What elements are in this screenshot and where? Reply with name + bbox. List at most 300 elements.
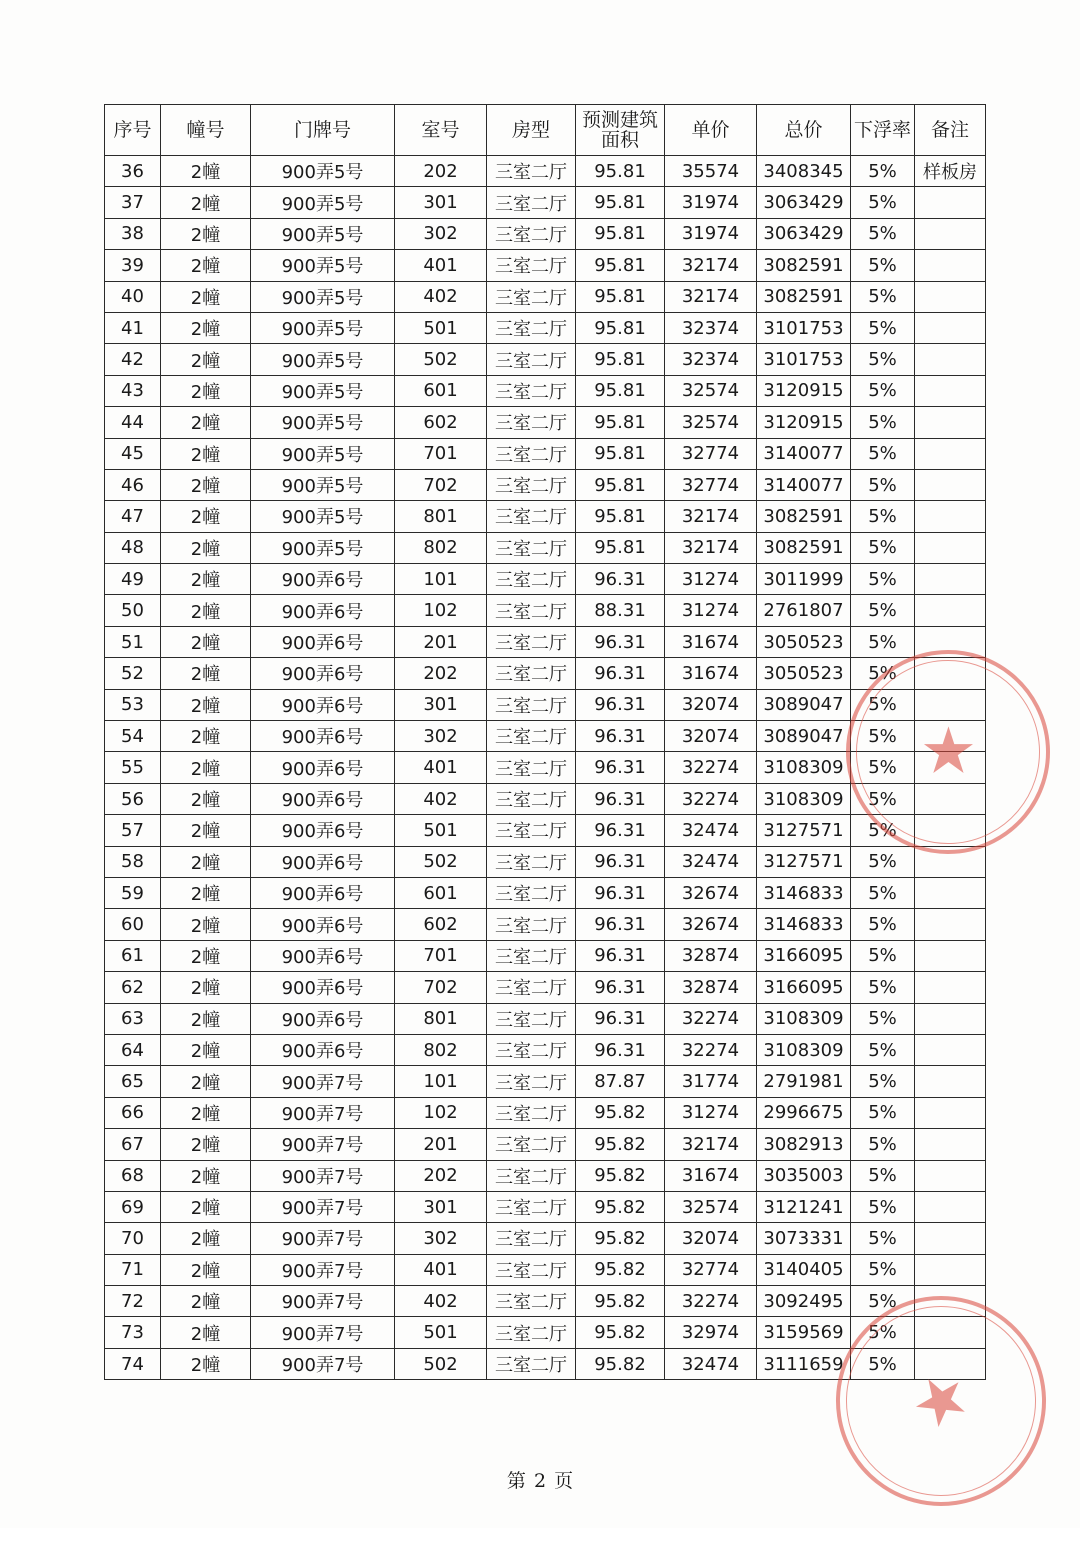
serial-cell: 59 <box>105 877 161 908</box>
remarks-cell <box>915 218 986 249</box>
remarks-cell <box>915 658 986 689</box>
total-price-cell: 3101753 <box>757 344 851 375</box>
serial-cell: 43 <box>105 375 161 406</box>
area-cell: 96.31 <box>576 877 665 908</box>
room-number-cell: 201 <box>395 626 487 657</box>
building-cell: 2幢 <box>161 1003 251 1034</box>
door-number-cell: 900弄6号 <box>251 1003 395 1034</box>
door-number-cell: 900弄7号 <box>251 1286 395 1317</box>
discount-rate-cell: 5% <box>851 783 915 814</box>
total-price-cell: 3073331 <box>757 1223 851 1254</box>
area-cell: 96.31 <box>576 564 665 595</box>
remarks-cell <box>915 344 986 375</box>
building-cell: 2幢 <box>161 1034 251 1065</box>
area-cell: 95.81 <box>576 281 665 312</box>
room-number-cell: 302 <box>395 721 487 752</box>
seal-star-icon: ★ <box>897 1354 985 1448</box>
remarks-cell <box>915 783 986 814</box>
remarks-cell <box>915 1129 986 1160</box>
serial-cell: 56 <box>105 783 161 814</box>
header-building: 幢号 <box>161 105 251 156</box>
serial-cell: 47 <box>105 501 161 532</box>
layout-cell: 三室二厅 <box>487 1003 576 1034</box>
area-cell: 96.31 <box>576 972 665 1003</box>
discount-rate-cell: 5% <box>851 250 915 281</box>
layout-cell: 三室二厅 <box>487 1097 576 1128</box>
total-price-cell: 3063429 <box>757 218 851 249</box>
remarks-cell <box>915 1160 986 1191</box>
room-number-cell: 201 <box>395 1129 487 1160</box>
total-price-cell: 3092495 <box>757 1286 851 1317</box>
discount-rate-cell: 5% <box>851 909 915 940</box>
room-number-cell: 102 <box>395 595 487 626</box>
room-number-cell: 302 <box>395 1223 487 1254</box>
remarks-cell <box>915 972 986 1003</box>
layout-cell: 三室二厅 <box>487 156 576 187</box>
unit-price-cell: 32074 <box>665 689 757 720</box>
unit-price-cell: 32774 <box>665 438 757 469</box>
table-row <box>105 909 986 940</box>
building-cell: 2幢 <box>161 187 251 218</box>
room-number-cell: 401 <box>395 752 487 783</box>
table-row <box>105 1066 986 1097</box>
building-cell: 2幢 <box>161 909 251 940</box>
discount-rate-cell: 5% <box>851 1317 915 1348</box>
table-row <box>105 877 986 908</box>
table-row <box>105 1223 986 1254</box>
total-price-cell: 3120915 <box>757 375 851 406</box>
page-number: 2 <box>533 1470 547 1492</box>
serial-cell: 68 <box>105 1160 161 1191</box>
layout-cell: 三室二厅 <box>487 218 576 249</box>
table-row <box>105 1003 986 1034</box>
remarks-cell <box>915 595 986 626</box>
door-number-cell: 900弄5号 <box>251 469 395 500</box>
remarks-cell <box>915 1348 986 1379</box>
discount-rate-cell: 5% <box>851 1003 915 1034</box>
room-number-cell: 502 <box>395 344 487 375</box>
discount-rate-cell: 5% <box>851 1223 915 1254</box>
discount-rate-cell: 5% <box>851 564 915 595</box>
door-number-cell: 900弄6号 <box>251 626 395 657</box>
table-row <box>105 218 986 249</box>
room-number-cell: 202 <box>395 658 487 689</box>
total-price-cell: 3108309 <box>757 752 851 783</box>
building-cell: 2幢 <box>161 156 251 187</box>
layout-cell: 三室二厅 <box>487 187 576 218</box>
table-row <box>105 1160 986 1191</box>
table-row <box>105 815 986 846</box>
remarks-cell <box>915 564 986 595</box>
room-number-cell: 801 <box>395 1003 487 1034</box>
unit-price-cell: 31974 <box>665 218 757 249</box>
building-cell: 2幢 <box>161 532 251 563</box>
building-cell: 2幢 <box>161 595 251 626</box>
remarks-cell <box>915 721 986 752</box>
discount-rate-cell: 5% <box>851 1286 915 1317</box>
door-number-cell: 900弄6号 <box>251 595 395 626</box>
discount-rate-cell: 5% <box>851 187 915 218</box>
unit-price-cell: 32574 <box>665 375 757 406</box>
building-cell: 2幢 <box>161 940 251 971</box>
total-price-cell: 3121241 <box>757 1191 851 1222</box>
total-price-cell: 3108309 <box>757 1034 851 1065</box>
total-price-cell: 3166095 <box>757 940 851 971</box>
layout-cell: 三室二厅 <box>487 626 576 657</box>
room-number-cell: 301 <box>395 1191 487 1222</box>
area-cell: 87.87 <box>576 1066 665 1097</box>
door-number-cell: 900弄5号 <box>251 344 395 375</box>
header-serial: 序号 <box>105 105 161 156</box>
total-price-cell: 3082591 <box>757 501 851 532</box>
layout-cell: 三室二厅 <box>487 595 576 626</box>
unit-price-cell: 32174 <box>665 1129 757 1160</box>
unit-price-cell: 31774 <box>665 1066 757 1097</box>
layout-cell: 三室二厅 <box>487 815 576 846</box>
room-number-cell: 301 <box>395 187 487 218</box>
discount-rate-cell: 5% <box>851 281 915 312</box>
area-cell: 96.31 <box>576 940 665 971</box>
seal-star-icon: ★ <box>903 713 993 791</box>
table-row <box>105 658 986 689</box>
area-cell: 95.81 <box>576 532 665 563</box>
unit-price-cell: 32074 <box>665 1223 757 1254</box>
layout-cell: 三室二厅 <box>487 532 576 563</box>
unit-price-cell: 32674 <box>665 877 757 908</box>
door-number-cell: 900弄6号 <box>251 846 395 877</box>
total-price-cell: 3127571 <box>757 846 851 877</box>
area-cell: 95.81 <box>576 469 665 500</box>
header-estimated-area: 预测建筑面积 <box>576 105 665 156</box>
table-row <box>105 438 986 469</box>
room-number-cell: 701 <box>395 438 487 469</box>
total-price-cell: 3120915 <box>757 407 851 438</box>
header-layout: 房型 <box>487 105 576 156</box>
table-row <box>105 281 986 312</box>
room-number-cell: 101 <box>395 564 487 595</box>
unit-price-cell: 32374 <box>665 312 757 343</box>
room-number-cell: 101 <box>395 1066 487 1097</box>
layout-cell: 三室二厅 <box>487 344 576 375</box>
serial-cell: 60 <box>105 909 161 940</box>
area-cell: 95.81 <box>576 312 665 343</box>
layout-cell: 三室二厅 <box>487 846 576 877</box>
table-row <box>105 564 986 595</box>
table-row <box>105 375 986 406</box>
area-cell: 96.31 <box>576 721 665 752</box>
layout-cell: 三室二厅 <box>487 940 576 971</box>
layout-cell: 三室二厅 <box>487 877 576 908</box>
building-cell: 2幢 <box>161 783 251 814</box>
unit-price-cell: 35574 <box>665 156 757 187</box>
remarks-cell <box>915 187 986 218</box>
room-number-cell: 102 <box>395 1097 487 1128</box>
layout-cell: 三室二厅 <box>487 909 576 940</box>
layout-cell: 三室二厅 <box>487 469 576 500</box>
header-unit-price: 单价 <box>665 105 757 156</box>
building-cell: 2幢 <box>161 438 251 469</box>
discount-rate-cell: 5% <box>851 407 915 438</box>
serial-cell: 52 <box>105 658 161 689</box>
area-cell: 96.31 <box>576 909 665 940</box>
area-cell: 95.81 <box>576 375 665 406</box>
remarks-cell <box>915 312 986 343</box>
building-cell: 2幢 <box>161 344 251 375</box>
table-row <box>105 312 986 343</box>
layout-cell: 三室二厅 <box>487 658 576 689</box>
remarks-cell <box>915 1254 986 1285</box>
header-room-number: 室号 <box>395 105 487 156</box>
building-cell: 2幢 <box>161 1129 251 1160</box>
area-cell: 96.31 <box>576 1034 665 1065</box>
layout-cell: 三室二厅 <box>487 689 576 720</box>
building-cell: 2幢 <box>161 658 251 689</box>
unit-price-cell: 32274 <box>665 1286 757 1317</box>
layout-cell: 三室二厅 <box>487 250 576 281</box>
door-number-cell: 900弄6号 <box>251 815 395 846</box>
discount-rate-cell: 5% <box>851 1191 915 1222</box>
unit-price-cell: 31274 <box>665 564 757 595</box>
door-number-cell: 900弄5号 <box>251 250 395 281</box>
building-cell: 2幢 <box>161 281 251 312</box>
serial-cell: 66 <box>105 1097 161 1128</box>
total-price-cell: 3408345 <box>757 156 851 187</box>
serial-cell: 61 <box>105 940 161 971</box>
area-cell: 95.81 <box>576 156 665 187</box>
page-prefix: 第 <box>506 1470 526 1492</box>
area-cell: 96.31 <box>576 752 665 783</box>
total-price-cell: 2791981 <box>757 1066 851 1097</box>
unit-price-cell: 31674 <box>665 1160 757 1191</box>
serial-cell: 74 <box>105 1348 161 1379</box>
discount-rate-cell: 5% <box>851 532 915 563</box>
area-cell: 95.82 <box>576 1097 665 1128</box>
table-row <box>105 344 986 375</box>
remarks-cell <box>915 1097 986 1128</box>
total-price-cell: 3101753 <box>757 312 851 343</box>
total-price-cell: 3166095 <box>757 972 851 1003</box>
door-number-cell: 900弄6号 <box>251 689 395 720</box>
total-price-cell: 3159569 <box>757 1317 851 1348</box>
remarks-cell <box>915 846 986 877</box>
room-number-cell: 701 <box>395 940 487 971</box>
door-number-cell: 900弄6号 <box>251 940 395 971</box>
building-cell: 2幢 <box>161 721 251 752</box>
discount-rate-cell: 5% <box>851 1066 915 1097</box>
serial-cell: 45 <box>105 438 161 469</box>
serial-cell: 55 <box>105 752 161 783</box>
total-price-cell: 2761807 <box>757 595 851 626</box>
discount-rate-cell: 5% <box>851 689 915 720</box>
room-number-cell: 702 <box>395 469 487 500</box>
room-number-cell: 502 <box>395 846 487 877</box>
table-row <box>105 1034 986 1065</box>
table-row <box>105 469 986 500</box>
serial-cell: 36 <box>105 156 161 187</box>
room-number-cell: 502 <box>395 1348 487 1379</box>
room-number-cell: 801 <box>395 501 487 532</box>
area-cell: 95.82 <box>576 1254 665 1285</box>
unit-price-cell: 32174 <box>665 532 757 563</box>
door-number-cell: 900弄5号 <box>251 532 395 563</box>
layout-cell: 三室二厅 <box>487 752 576 783</box>
unit-price-cell: 32474 <box>665 846 757 877</box>
remarks-cell <box>915 815 986 846</box>
serial-cell: 67 <box>105 1129 161 1160</box>
discount-rate-cell: 5% <box>851 1129 915 1160</box>
total-price-cell: 3082591 <box>757 532 851 563</box>
table-row <box>105 1097 986 1128</box>
building-cell: 2幢 <box>161 689 251 720</box>
serial-cell: 49 <box>105 564 161 595</box>
layout-cell: 三室二厅 <box>487 783 576 814</box>
unit-price-cell: 32274 <box>665 1003 757 1034</box>
building-cell: 2幢 <box>161 752 251 783</box>
serial-cell: 62 <box>105 972 161 1003</box>
building-cell: 2幢 <box>161 407 251 438</box>
door-number-cell: 900弄6号 <box>251 972 395 1003</box>
room-number-cell: 601 <box>395 877 487 908</box>
door-number-cell: 900弄7号 <box>251 1129 395 1160</box>
layout-cell: 三室二厅 <box>487 438 576 469</box>
header-door-number: 门牌号 <box>251 105 395 156</box>
building-cell: 2幢 <box>161 972 251 1003</box>
unit-price-cell: 31274 <box>665 1097 757 1128</box>
discount-rate-cell: 5% <box>851 501 915 532</box>
table-row <box>105 783 986 814</box>
serial-cell: 39 <box>105 250 161 281</box>
door-number-cell: 900弄7号 <box>251 1317 395 1348</box>
table-row <box>105 501 986 532</box>
unit-price-cell: 32174 <box>665 501 757 532</box>
door-number-cell: 900弄7号 <box>251 1066 395 1097</box>
door-number-cell: 900弄6号 <box>251 783 395 814</box>
total-price-cell: 3035003 <box>757 1160 851 1191</box>
discount-rate-cell: 5% <box>851 846 915 877</box>
building-cell: 2幢 <box>161 1223 251 1254</box>
discount-rate-cell: 5% <box>851 438 915 469</box>
remarks-cell <box>915 1223 986 1254</box>
layout-cell: 三室二厅 <box>487 1317 576 1348</box>
layout-cell: 三室二厅 <box>487 1160 576 1191</box>
serial-cell: 42 <box>105 344 161 375</box>
area-cell: 95.82 <box>576 1286 665 1317</box>
unit-price-cell: 31974 <box>665 187 757 218</box>
building-cell: 2幢 <box>161 564 251 595</box>
discount-rate-cell: 5% <box>851 218 915 249</box>
serial-cell: 44 <box>105 407 161 438</box>
door-number-cell: 900弄6号 <box>251 658 395 689</box>
layout-cell: 三室二厅 <box>487 1286 576 1317</box>
door-number-cell: 900弄5号 <box>251 218 395 249</box>
table-row <box>105 752 986 783</box>
total-price-cell: 3146833 <box>757 877 851 908</box>
unit-price-cell: 32274 <box>665 1034 757 1065</box>
layout-cell: 三室二厅 <box>487 312 576 343</box>
building-cell: 2幢 <box>161 877 251 908</box>
table-row <box>105 595 986 626</box>
table-row <box>105 1129 986 1160</box>
area-cell: 96.31 <box>576 689 665 720</box>
layout-cell: 三室二厅 <box>487 281 576 312</box>
building-cell: 2幢 <box>161 250 251 281</box>
area-cell: 95.82 <box>576 1160 665 1191</box>
header-total-price: 总价 <box>757 105 851 156</box>
serial-cell: 40 <box>105 281 161 312</box>
door-number-cell: 900弄6号 <box>251 721 395 752</box>
unit-price-cell: 32774 <box>665 469 757 500</box>
unit-price-cell: 32374 <box>665 344 757 375</box>
door-number-cell: 900弄6号 <box>251 752 395 783</box>
room-number-cell: 601 <box>395 375 487 406</box>
building-cell: 2幢 <box>161 1097 251 1128</box>
room-number-cell: 402 <box>395 783 487 814</box>
serial-cell: 65 <box>105 1066 161 1097</box>
area-cell: 95.81 <box>576 344 665 375</box>
total-price-cell: 2996675 <box>757 1097 851 1128</box>
discount-rate-cell: 5% <box>851 626 915 657</box>
door-number-cell: 900弄7号 <box>251 1223 395 1254</box>
discount-rate-cell: 5% <box>851 1348 915 1379</box>
unit-price-cell: 32274 <box>665 752 757 783</box>
unit-price-cell: 32474 <box>665 1348 757 1379</box>
door-number-cell: 900弄7号 <box>251 1348 395 1379</box>
serial-cell: 41 <box>105 312 161 343</box>
unit-price-cell: 32474 <box>665 815 757 846</box>
remarks-cell: 样板房 <box>915 156 986 187</box>
discount-rate-cell: 5% <box>851 595 915 626</box>
door-number-cell: 900弄6号 <box>251 877 395 908</box>
unit-price-cell: 32674 <box>665 909 757 940</box>
area-cell: 95.82 <box>576 1191 665 1222</box>
room-number-cell: 401 <box>395 250 487 281</box>
discount-rate-cell: 5% <box>851 972 915 1003</box>
table-row <box>105 972 986 1003</box>
table-body <box>105 156 993 1380</box>
discount-rate-cell: 5% <box>851 877 915 908</box>
table-row <box>105 626 986 657</box>
unit-price-cell: 32574 <box>665 407 757 438</box>
building-cell: 2幢 <box>161 1348 251 1379</box>
area-cell: 95.81 <box>576 501 665 532</box>
total-price-cell: 3082591 <box>757 281 851 312</box>
discount-rate-cell: 5% <box>851 1160 915 1191</box>
room-number-cell: 402 <box>395 1286 487 1317</box>
total-price-cell: 3108309 <box>757 783 851 814</box>
table-row <box>105 1286 986 1317</box>
serial-cell: 70 <box>105 1223 161 1254</box>
unit-price-cell: 32174 <box>665 281 757 312</box>
unit-price-cell: 31674 <box>665 658 757 689</box>
layout-cell: 三室二厅 <box>487 1066 576 1097</box>
area-cell: 95.81 <box>576 187 665 218</box>
total-price-cell: 3082591 <box>757 250 851 281</box>
room-number-cell: 401 <box>395 1254 487 1285</box>
remarks-cell <box>915 250 986 281</box>
building-cell: 2幢 <box>161 626 251 657</box>
door-number-cell: 900弄6号 <box>251 909 395 940</box>
serial-cell: 63 <box>105 1003 161 1034</box>
layout-cell: 三室二厅 <box>487 1034 576 1065</box>
layout-cell: 三室二厅 <box>487 564 576 595</box>
area-cell: 95.81 <box>576 250 665 281</box>
remarks-cell <box>915 1286 986 1317</box>
table-row <box>105 250 986 281</box>
area-cell: 95.82 <box>576 1129 665 1160</box>
door-number-cell: 900弄6号 <box>251 564 395 595</box>
serial-cell: 64 <box>105 1034 161 1065</box>
room-number-cell: 501 <box>395 815 487 846</box>
